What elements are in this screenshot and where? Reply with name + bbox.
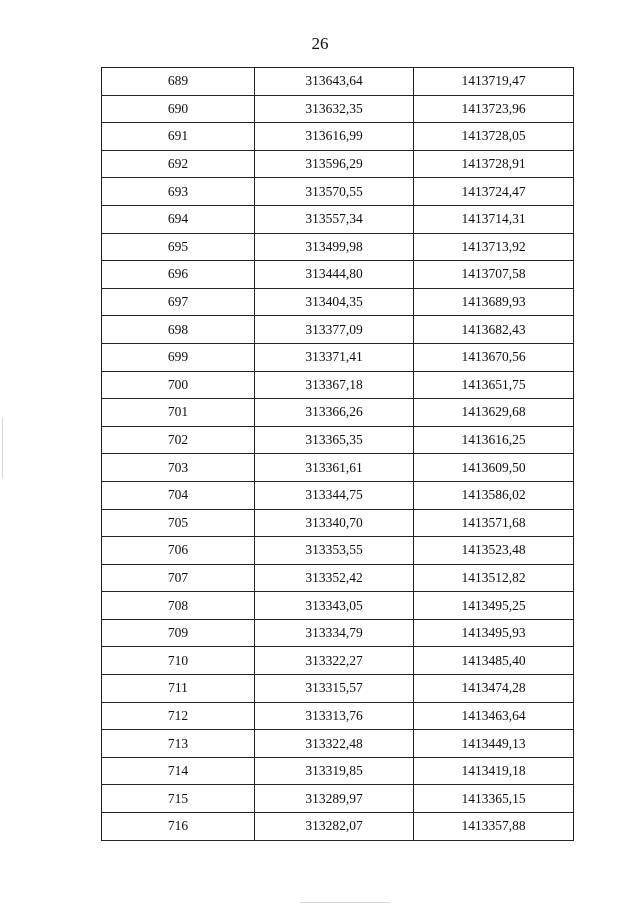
table-row — [102, 233, 574, 261]
y-coordinate-cell: 1413719,47 — [414, 68, 574, 96]
table-row — [102, 537, 574, 565]
y-coordinate-cell: 1413723,96 — [414, 95, 574, 123]
y-coordinate-cell: 1413495,93 — [414, 619, 574, 647]
table-row — [102, 564, 574, 592]
point-number-cell: 689 — [102, 68, 255, 96]
point-number-cell: 692 — [102, 150, 255, 178]
point-number-cell: 703 — [102, 454, 255, 482]
x-coordinate-cell: 313319,85 — [255, 757, 414, 785]
point-number-cell: 691 — [102, 123, 255, 151]
x-coordinate-cell: 313570,55 — [255, 178, 414, 206]
table-row — [102, 730, 574, 758]
coordinates-table — [101, 67, 574, 841]
y-coordinate-cell: 1413365,15 — [414, 785, 574, 813]
y-coordinate-cell: 1413571,68 — [414, 509, 574, 537]
point-number-cell: 700 — [102, 371, 255, 399]
point-number-cell: 709 — [102, 619, 255, 647]
table-row — [102, 123, 574, 151]
point-number-cell: 702 — [102, 426, 255, 454]
y-coordinate-cell: 1413609,50 — [414, 454, 574, 482]
x-coordinate-cell: 313334,79 — [255, 619, 414, 647]
table-row — [102, 426, 574, 454]
x-coordinate-cell: 313282,07 — [255, 813, 414, 841]
y-coordinate-cell: 1413728,05 — [414, 123, 574, 151]
y-coordinate-cell: 1413689,93 — [414, 288, 574, 316]
point-number-cell: 708 — [102, 592, 255, 620]
table-row — [102, 454, 574, 482]
y-coordinate-cell: 1413474,28 — [414, 675, 574, 703]
table-row — [102, 702, 574, 730]
x-coordinate-cell: 313643,64 — [255, 68, 414, 96]
y-coordinate-cell: 1413449,13 — [414, 730, 574, 758]
table-row — [102, 647, 574, 675]
point-number-cell: 697 — [102, 288, 255, 316]
table-row — [102, 813, 574, 841]
x-coordinate-cell: 313340,70 — [255, 509, 414, 537]
y-coordinate-cell: 1413419,18 — [414, 757, 574, 785]
table-row — [102, 785, 574, 813]
point-number-cell: 715 — [102, 785, 255, 813]
x-coordinate-cell: 313322,48 — [255, 730, 414, 758]
y-coordinate-cell: 1413495,25 — [414, 592, 574, 620]
page-number: 26 — [311, 34, 329, 53]
table-row — [102, 150, 574, 178]
x-coordinate-cell: 313632,35 — [255, 95, 414, 123]
y-coordinate-cell: 1413670,56 — [414, 343, 574, 371]
x-coordinate-cell: 313365,35 — [255, 426, 414, 454]
point-number-cell: 695 — [102, 233, 255, 261]
point-number-cell: 694 — [102, 205, 255, 233]
point-number-cell: 716 — [102, 813, 255, 841]
point-number-cell: 707 — [102, 564, 255, 592]
table-row — [102, 399, 574, 427]
point-number-cell: 704 — [102, 481, 255, 509]
x-coordinate-cell: 313289,97 — [255, 785, 414, 813]
table-row — [102, 261, 574, 289]
x-coordinate-cell: 313322,27 — [255, 647, 414, 675]
y-coordinate-cell: 1413651,75 — [414, 371, 574, 399]
table-row — [102, 205, 574, 233]
x-coordinate-cell: 313371,41 — [255, 343, 414, 371]
y-coordinate-cell: 1413357,88 — [414, 813, 574, 841]
x-coordinate-cell: 313404,35 — [255, 288, 414, 316]
x-coordinate-cell: 313499,98 — [255, 233, 414, 261]
point-number-cell: 705 — [102, 509, 255, 537]
y-coordinate-cell: 1413616,25 — [414, 426, 574, 454]
point-number-cell: 690 — [102, 95, 255, 123]
x-coordinate-cell: 313596,29 — [255, 150, 414, 178]
table-row — [102, 316, 574, 344]
x-coordinate-cell: 313361,61 — [255, 454, 414, 482]
table-row — [102, 343, 574, 371]
y-coordinate-cell: 1413463,64 — [414, 702, 574, 730]
table-row — [102, 757, 574, 785]
y-coordinate-cell: 1413713,92 — [414, 233, 574, 261]
table-row — [102, 592, 574, 620]
table-row — [102, 178, 574, 206]
scan-edge-mark — [2, 418, 3, 478]
coordinates-table-body — [102, 68, 574, 841]
x-coordinate-cell: 313444,80 — [255, 261, 414, 289]
point-number-cell: 699 — [102, 343, 255, 371]
point-number-cell: 712 — [102, 702, 255, 730]
point-number-cell: 698 — [102, 316, 255, 344]
table-row — [102, 619, 574, 647]
scan-edge-mark — [300, 902, 390, 903]
y-coordinate-cell: 1413707,58 — [414, 261, 574, 289]
y-coordinate-cell: 1413714,31 — [414, 205, 574, 233]
y-coordinate-cell: 1413724,47 — [414, 178, 574, 206]
x-coordinate-cell: 313313,76 — [255, 702, 414, 730]
table-row — [102, 68, 574, 96]
x-coordinate-cell: 313366,26 — [255, 399, 414, 427]
y-coordinate-cell: 1413629,68 — [414, 399, 574, 427]
y-coordinate-cell: 1413728,91 — [414, 150, 574, 178]
x-coordinate-cell: 313343,05 — [255, 592, 414, 620]
point-number-cell: 693 — [102, 178, 255, 206]
x-coordinate-cell: 313367,18 — [255, 371, 414, 399]
x-coordinate-cell: 313377,09 — [255, 316, 414, 344]
point-number-cell: 706 — [102, 537, 255, 565]
table-row — [102, 371, 574, 399]
table-row — [102, 481, 574, 509]
x-coordinate-cell: 313315,57 — [255, 675, 414, 703]
point-number-cell: 711 — [102, 675, 255, 703]
point-number-cell: 713 — [102, 730, 255, 758]
table-row — [102, 288, 574, 316]
point-number-cell: 701 — [102, 399, 255, 427]
x-coordinate-cell: 313344,75 — [255, 481, 414, 509]
point-number-cell: 696 — [102, 261, 255, 289]
x-coordinate-cell: 313352,42 — [255, 564, 414, 592]
y-coordinate-cell: 1413485,40 — [414, 647, 574, 675]
y-coordinate-cell: 1413523,48 — [414, 537, 574, 565]
table-row — [102, 95, 574, 123]
table-row — [102, 509, 574, 537]
y-coordinate-cell: 1413586,02 — [414, 481, 574, 509]
y-coordinate-cell: 1413682,43 — [414, 316, 574, 344]
point-number-cell: 710 — [102, 647, 255, 675]
table-row — [102, 675, 574, 703]
x-coordinate-cell: 313353,55 — [255, 537, 414, 565]
y-coordinate-cell: 1413512,82 — [414, 564, 574, 592]
point-number-cell: 714 — [102, 757, 255, 785]
x-coordinate-cell: 313616,99 — [255, 123, 414, 151]
x-coordinate-cell: 313557,34 — [255, 205, 414, 233]
